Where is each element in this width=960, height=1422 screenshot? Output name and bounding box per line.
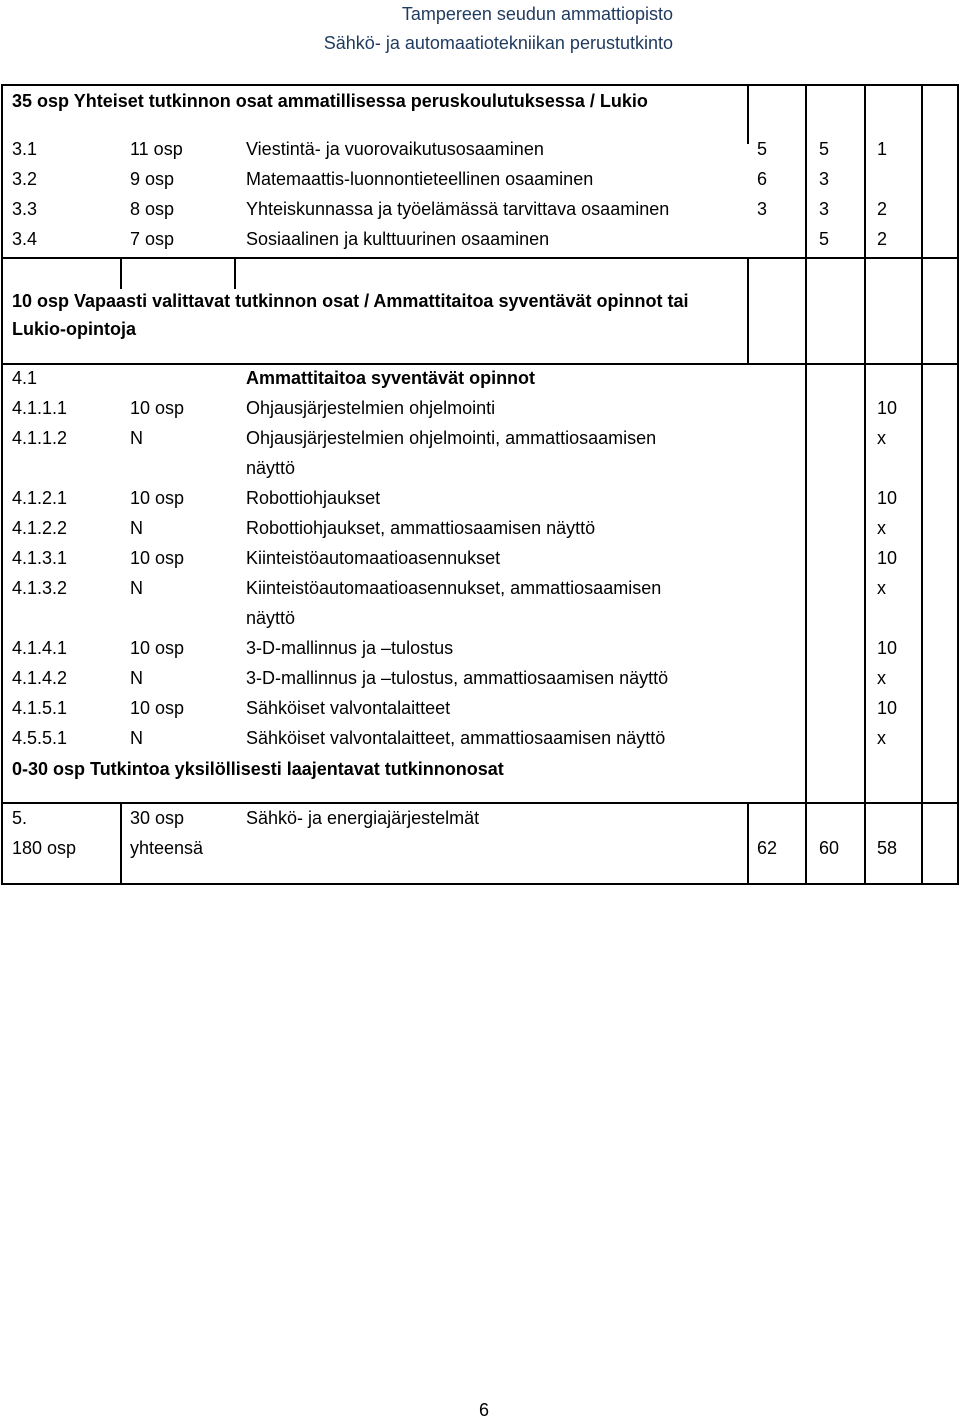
row-name: Yhteiskunnassa ja työelämässä tarvittava osaaminen (246, 199, 670, 219)
subsection-title: Ammattitaitoa syventävät opinnot (246, 368, 536, 388)
row-osp: 7 osp (130, 229, 175, 249)
total-value: 62 (757, 838, 778, 858)
row-code: 3.3 (12, 199, 38, 219)
row-osp: N (130, 428, 143, 448)
row-code: 4.1.3.2 (12, 578, 68, 598)
degree-name: Sähkö- ja automaatiotekniikan perustutkinto (323, 33, 673, 53)
column-divider (747, 802, 749, 885)
column-divider (805, 84, 807, 885)
school-name: Tampereen seudun ammattiopisto (401, 4, 673, 24)
row-value: 10 (877, 548, 898, 568)
row-value: 10 (877, 698, 898, 718)
row-value: x (877, 428, 886, 448)
section-title: 35 osp Yhteiset tutkinnon osat ammatillisessa peruskoulutuksessa / Lukio (12, 91, 648, 111)
row-code: 3.4 (12, 229, 38, 249)
row-osp: 8 osp (130, 199, 175, 219)
row-osp: 10 osp (130, 488, 185, 508)
row-osp: N (130, 728, 143, 748)
row-osp: N (130, 668, 143, 688)
row-name: Robottiohjaukset (246, 488, 381, 508)
row-name: Sähkö- ja energiajärjestelmät (246, 808, 480, 828)
row-name: Ohjausjärjestelmien ohjelmointi, ammattiosaamisen (246, 428, 657, 448)
row-value: 3 (819, 169, 830, 189)
row-value: 10 (877, 398, 898, 418)
row-value: x (877, 668, 886, 688)
row-code: 4.1.5.1 (12, 698, 68, 718)
row-value: 2 (877, 199, 888, 219)
row-name: Viestintä- ja vuorovaikutusosaaminen (246, 139, 544, 159)
row-osp: 10 osp (130, 638, 185, 658)
row-name: Robottiohjaukset, ammattiosaamisen näyttö (246, 518, 596, 538)
row-osp: 9 osp (130, 169, 175, 189)
row-name-continued: näyttö (246, 608, 296, 628)
row-name: Kiinteistöautomaatioasennukset, ammattiosaamisen (246, 578, 662, 598)
row-name: Sähköiset valvontalaitteet, ammattiosaamisen näyttö (246, 728, 666, 748)
page-number: 6 (478, 1400, 489, 1420)
row-code: 4.1.4.1 (12, 638, 68, 658)
row-name: Sosiaalinen ja kulttuurinen osaaminen (246, 229, 550, 249)
row-code: 3.2 (12, 169, 38, 189)
row-value: x (877, 578, 886, 598)
table-border-bottom (1, 883, 958, 885)
total-label: yhteensä (130, 838, 204, 858)
column-divider (747, 257, 749, 365)
section-title: 0-30 osp Tutkintoa yksilöllisesti laajentavat tutkinnonosat (12, 759, 504, 779)
row-osp: 10 osp (130, 548, 185, 568)
total-osp: 180 osp (12, 838, 77, 858)
row-name-continued: näyttö (246, 458, 296, 478)
row-value: 10 (877, 488, 898, 508)
row-name: 3-D-mallinnus ja –tulostus, ammattiosaamisen näyttö (246, 668, 669, 688)
row-code: 5. (12, 808, 28, 828)
row-value: 5 (819, 139, 830, 159)
row-name: 3-D-mallinnus ja –tulostus (246, 638, 454, 658)
row-code: 4.1.3.1 (12, 548, 68, 568)
row-name: Ohjausjärjestelmien ohjelmointi (246, 398, 496, 418)
row-value: 5 (757, 139, 768, 159)
row-code: 4.1.2.1 (12, 488, 68, 508)
row-name: Sähköiset valvontalaitteet (246, 698, 451, 718)
row-name: Matemaattis-luonnontieteellinen osaaminen (246, 169, 594, 189)
row-osp: N (130, 518, 143, 538)
row-osp: 30 osp (130, 808, 185, 828)
section-title-continued: Lukio-opintoja (12, 319, 136, 339)
row-value: 10 (877, 638, 898, 658)
table-border-right (957, 84, 959, 885)
total-value: 58 (877, 838, 898, 858)
row-osp: N (130, 578, 143, 598)
column-divider (921, 84, 923, 885)
row-osp: 10 osp (130, 698, 185, 718)
row-code: 4.1 (12, 368, 38, 388)
row-code: 4.1.4.2 (12, 668, 68, 688)
table-divider (1, 257, 958, 259)
row-value: 3 (757, 199, 768, 219)
row-osp: 11 osp (130, 139, 183, 159)
section-title: 10 osp Vapaasti valittavat tutkinnon osat / Ammattitaitoa syventävät opinnot tai (12, 291, 689, 311)
row-value: 2 (877, 229, 888, 249)
column-divider (120, 257, 122, 289)
row-value: 1 (877, 139, 888, 159)
column-divider (120, 802, 122, 885)
column-divider (234, 257, 236, 289)
row-code: 3.1 (12, 139, 38, 159)
row-value: x (877, 518, 886, 538)
table-border-left (1, 84, 3, 885)
row-name: Kiinteistöautomaatioasennukset (246, 548, 501, 568)
row-code: 4.1.1.1 (12, 398, 68, 418)
total-value: 60 (819, 838, 840, 858)
row-osp: 10 osp (130, 398, 185, 418)
row-value: 5 (819, 229, 830, 249)
row-code: 4.1.2.2 (12, 518, 68, 538)
row-code: 4.1.1.2 (12, 428, 68, 448)
row-code: 4.5.5.1 (12, 728, 68, 748)
row-value: 6 (757, 169, 768, 189)
row-value: x (877, 728, 886, 748)
column-divider (864, 84, 866, 885)
column-divider (747, 84, 749, 144)
row-value: 3 (819, 199, 830, 219)
